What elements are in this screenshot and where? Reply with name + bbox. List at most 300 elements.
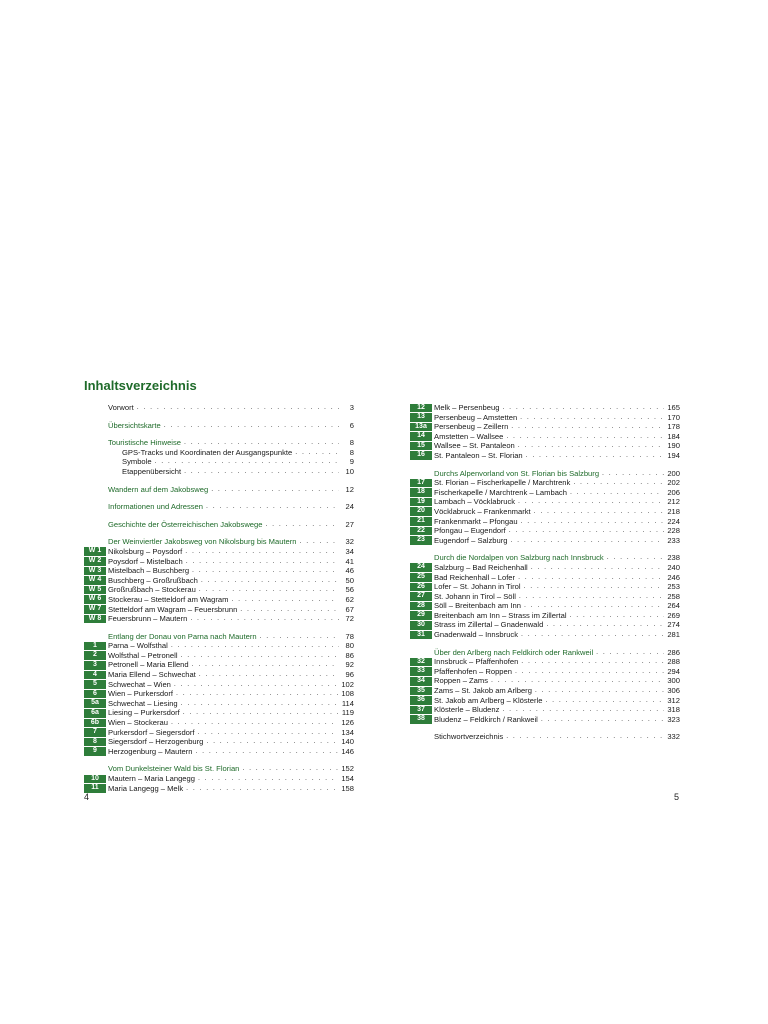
toc-entry-label: Strass im Zillertal – Gnadenwald bbox=[434, 620, 544, 630]
toc-page-number: 152 bbox=[341, 764, 354, 774]
toc-page-number: 119 bbox=[341, 708, 354, 718]
toc-entry-label: Vom Dunkelsteiner Wald bis St. Florian bbox=[108, 764, 240, 774]
toc-entry-label: Pfongau – Eugendorf bbox=[434, 526, 506, 536]
toc-entry[interactable] bbox=[410, 657, 680, 667]
stage-number-badge: 35 bbox=[410, 687, 432, 696]
dot-leader bbox=[570, 611, 665, 621]
toc-entry-label: Geschichte der Österreichischen Jakobswege bbox=[108, 519, 263, 529]
toc-page-number: 312 bbox=[667, 695, 680, 705]
toc-entry[interactable] bbox=[410, 630, 680, 640]
toc-page-number: 218 bbox=[667, 506, 680, 516]
dot-leader bbox=[201, 576, 339, 586]
toc-entry-label: Der Weinviertler Jakobsweg von Nikolsburg bis Mautern bbox=[108, 537, 297, 547]
toc-entry[interactable] bbox=[84, 403, 354, 413]
toc-entry-label: Klösterle – Bludenz bbox=[434, 705, 500, 715]
toc-section-heading[interactable] bbox=[84, 632, 354, 642]
stage-number-badge: 38 bbox=[410, 715, 432, 724]
stage-number-badge: 25 bbox=[410, 573, 432, 582]
toc-page-number: 96 bbox=[345, 670, 354, 680]
toc-entry[interactable] bbox=[84, 641, 354, 651]
toc-entry[interactable] bbox=[410, 582, 680, 592]
stage-number-badge bbox=[84, 538, 106, 547]
toc-page-number: 72 bbox=[345, 614, 354, 624]
toc-entry-label: Durchs Alpenvorland von St. Florian bis Salzburg bbox=[434, 468, 600, 478]
dot-leader bbox=[506, 732, 664, 742]
toc-right-column bbox=[410, 403, 680, 742]
dot-leader bbox=[199, 670, 339, 680]
toc-entry-label: Lambach – Vöcklabruck bbox=[434, 497, 516, 507]
toc-entry[interactable] bbox=[84, 670, 354, 680]
toc-page-number: 92 bbox=[345, 660, 354, 670]
toc-section-heading[interactable] bbox=[84, 502, 354, 512]
stage-number-badge: 33 bbox=[410, 667, 432, 676]
dot-leader bbox=[510, 536, 664, 546]
dot-leader bbox=[164, 421, 339, 431]
page-title: Inhaltsverzeichnis bbox=[84, 378, 197, 393]
toc-entry-label: Poysdorf – Mistelbach bbox=[108, 556, 183, 566]
toc-entry[interactable] bbox=[410, 497, 680, 507]
stage-number-badge: 19 bbox=[410, 498, 432, 507]
toc-entry[interactable] bbox=[410, 611, 680, 621]
toc-entry-label: Pfaffenhofen – Roppen bbox=[434, 666, 512, 676]
dot-leader bbox=[491, 676, 664, 686]
stage-number-badge: W 5 bbox=[84, 586, 106, 595]
toc-page-number: 114 bbox=[341, 698, 354, 708]
stage-number-badge: 24 bbox=[410, 563, 432, 572]
toc-entry-label: Übersichtskarte bbox=[108, 420, 161, 430]
stage-number-badge: 4 bbox=[84, 671, 106, 680]
toc-entry-label: Parna – Wolfsthal bbox=[108, 641, 168, 651]
toc-entry-label: Wien – Purkersdorf bbox=[108, 689, 173, 699]
stage-number-badge bbox=[84, 485, 106, 494]
toc-entry-label: Siegersdorf – Herzogenburg bbox=[108, 737, 204, 747]
dot-leader bbox=[211, 485, 339, 495]
toc-page-number: 178 bbox=[667, 422, 680, 432]
dot-leader bbox=[534, 507, 665, 517]
toc-entry[interactable] bbox=[410, 403, 680, 413]
toc-page-number: 184 bbox=[667, 431, 680, 441]
dot-leader bbox=[295, 448, 339, 458]
stage-number-badge: 29 bbox=[410, 611, 432, 620]
toc-page-number: 264 bbox=[667, 601, 680, 611]
toc-entry-label: Stichwortverzeichnis bbox=[434, 732, 504, 742]
dot-leader bbox=[184, 438, 339, 448]
toc-entry-label: GPS-Tracks und Koordinaten der Ausgangspunkte bbox=[122, 447, 293, 457]
toc-spacer bbox=[410, 640, 680, 648]
toc-entry-label: Feuersbrunn – Mautern bbox=[108, 614, 188, 624]
stage-number-badge: 13a bbox=[410, 423, 432, 432]
stage-number-badge: W 7 bbox=[84, 605, 106, 614]
toc-page-number: 286 bbox=[667, 647, 680, 657]
stage-number-badge bbox=[410, 733, 432, 742]
toc-entry-label: Melk – Persenbeug bbox=[434, 403, 500, 412]
stage-number-badge: W 6 bbox=[84, 595, 106, 604]
toc-spacer bbox=[410, 545, 680, 553]
toc-entry-label: Symbole bbox=[122, 457, 152, 467]
toc-page-number: 34 bbox=[345, 546, 354, 556]
toc-page-number: 274 bbox=[667, 620, 680, 630]
toc-page-number: 253 bbox=[667, 582, 680, 592]
stage-number-badge: 11 bbox=[84, 784, 106, 793]
toc-page-number: 233 bbox=[667, 535, 680, 545]
toc-page-number: 6 bbox=[349, 420, 354, 430]
toc-page-number: 8 bbox=[349, 438, 354, 448]
toc-page-number: 190 bbox=[667, 441, 680, 451]
dot-leader bbox=[186, 784, 338, 794]
stage-number-badge bbox=[410, 554, 432, 563]
toc-entry-label: Bad Reichenhall – Lofer bbox=[434, 572, 516, 582]
toc-entry-label: Fischerkapelle / Marchtrenk – Lambach bbox=[434, 487, 567, 497]
dot-leader bbox=[573, 478, 664, 488]
dot-leader bbox=[192, 566, 339, 576]
stage-number-badge bbox=[410, 648, 432, 657]
toc-page-number: 86 bbox=[345, 650, 354, 660]
toc-entry-label: Persenbeug – Amstetten bbox=[434, 412, 518, 422]
toc-entry-label: Innsbruck – Pfaffenhofen bbox=[434, 657, 519, 667]
page-number-left: 4 bbox=[84, 792, 90, 802]
stage-number-badge: 21 bbox=[410, 517, 432, 526]
toc-page-number: 46 bbox=[345, 566, 354, 576]
toc-page-number: 41 bbox=[345, 556, 354, 566]
toc-entry[interactable] bbox=[84, 614, 354, 624]
stage-number-badge: 14 bbox=[410, 432, 432, 441]
toc-entry-label: Stetteldorf am Wagram – Feuersbrunn bbox=[108, 604, 238, 614]
stage-number-badge: 32 bbox=[410, 658, 432, 667]
dot-leader bbox=[231, 595, 339, 605]
toc-entry[interactable] bbox=[84, 774, 354, 784]
dot-leader bbox=[518, 497, 664, 507]
toc-page-number: 170 bbox=[667, 412, 680, 422]
stage-number-badge: 30 bbox=[410, 621, 432, 630]
stage-number-badge: W 8 bbox=[84, 615, 106, 624]
toc-entry[interactable] bbox=[84, 728, 354, 738]
stage-number-badge bbox=[84, 404, 106, 413]
toc-page-number: 269 bbox=[667, 610, 680, 620]
stage-number-badge: W 4 bbox=[84, 576, 106, 585]
toc-spacer bbox=[84, 430, 354, 438]
toc-page-number: 27 bbox=[345, 519, 354, 529]
toc-entry[interactable] bbox=[410, 536, 680, 546]
stage-number-badge: 27 bbox=[410, 592, 432, 601]
toc-entry[interactable] bbox=[410, 526, 680, 536]
toc-entry[interactable] bbox=[410, 705, 680, 715]
toc-entry-label: Herzogenburg – Mautern bbox=[108, 746, 193, 756]
toc-entry[interactable] bbox=[84, 680, 354, 690]
toc-section-heading[interactable] bbox=[410, 648, 680, 658]
toc-entry-label: Lofer – St. Johann in Tirol bbox=[434, 582, 521, 592]
toc-entry[interactable] bbox=[84, 660, 354, 670]
dot-leader bbox=[199, 585, 339, 595]
toc-entry[interactable] bbox=[84, 448, 354, 458]
dot-leader bbox=[526, 451, 665, 461]
toc-spacer bbox=[84, 529, 354, 537]
stage-number-badge: 16 bbox=[410, 451, 432, 460]
stage-number-badge: 2 bbox=[84, 651, 106, 660]
toc-entry[interactable] bbox=[84, 689, 354, 699]
dot-leader bbox=[521, 657, 664, 667]
toc-page-number: 108 bbox=[341, 689, 354, 699]
dot-leader bbox=[607, 553, 665, 563]
dot-leader bbox=[171, 641, 339, 651]
toc-spacer bbox=[410, 461, 680, 469]
toc-entry-label: Breitenbach am Inn – Strass im Zillertal bbox=[434, 610, 567, 620]
toc-spacer bbox=[84, 624, 354, 632]
stage-number-badge: 6 bbox=[84, 690, 106, 699]
toc-entry-label: Schwechat – Liesing bbox=[108, 698, 178, 708]
toc-entry[interactable] bbox=[410, 601, 680, 611]
toc-page-number: 202 bbox=[667, 478, 680, 488]
toc-entry[interactable] bbox=[410, 478, 680, 488]
toc-entry-label: Purkersdorf – Siegersdorf bbox=[108, 727, 195, 737]
stage-number-badge: 6a bbox=[84, 709, 106, 718]
dot-leader bbox=[511, 422, 664, 432]
dot-leader bbox=[506, 432, 664, 442]
toc-section-heading[interactable] bbox=[84, 485, 354, 495]
stage-number-badge: 34 bbox=[410, 677, 432, 686]
stage-number-badge: 18 bbox=[410, 488, 432, 497]
toc-entry[interactable] bbox=[410, 517, 680, 527]
toc-section-heading[interactable] bbox=[84, 520, 354, 530]
toc-entry-label: Petronell – Maria Ellend bbox=[108, 660, 189, 670]
toc-page-number: 165 bbox=[667, 403, 680, 412]
stage-number-badge: 17 bbox=[410, 479, 432, 488]
toc-page-number: 323 bbox=[667, 714, 680, 724]
toc-entry[interactable] bbox=[410, 667, 680, 677]
toc-entry[interactable] bbox=[410, 507, 680, 517]
stage-number-badge: W 2 bbox=[84, 557, 106, 566]
toc-entry[interactable] bbox=[84, 467, 354, 477]
dot-leader bbox=[181, 699, 339, 709]
dot-leader bbox=[521, 517, 665, 527]
dot-leader bbox=[137, 403, 339, 413]
stage-number-badge: 1 bbox=[84, 642, 106, 651]
stage-number-badge: 3 bbox=[84, 661, 106, 670]
stage-number-badge: 6b bbox=[84, 719, 106, 728]
toc-entry-label: Salzburg – Bad Reichenhall bbox=[434, 562, 528, 572]
toc-page-number: 50 bbox=[345, 575, 354, 585]
dot-leader bbox=[185, 547, 339, 557]
dot-leader bbox=[265, 520, 339, 530]
toc-spacer bbox=[84, 413, 354, 421]
dot-leader bbox=[171, 718, 338, 728]
toc-entry-label: Stockerau – Stetteldorf am Wagram bbox=[108, 594, 229, 604]
toc-entry-label: Wandern auf dem Jakobsweg bbox=[108, 484, 209, 494]
stage-number-badge bbox=[84, 467, 106, 476]
toc-page-number: 24 bbox=[345, 502, 354, 512]
toc-entry[interactable] bbox=[410, 573, 680, 583]
toc-entry[interactable] bbox=[410, 488, 680, 498]
toc-entry-label: Wolfsthal – Petronell bbox=[108, 650, 178, 660]
toc-entry[interactable] bbox=[84, 547, 354, 557]
stage-number-badge: 36 bbox=[410, 696, 432, 705]
dot-leader bbox=[206, 737, 338, 747]
toc-entry[interactable] bbox=[410, 563, 680, 573]
toc-entry-label: Schwechat – Wien bbox=[108, 679, 171, 689]
toc-page-number: 332 bbox=[667, 732, 680, 742]
toc-page-number: 3 bbox=[349, 403, 354, 412]
dot-leader bbox=[502, 705, 664, 715]
dot-leader bbox=[155, 457, 339, 467]
dot-leader bbox=[502, 403, 664, 413]
toc-entry[interactable] bbox=[410, 676, 680, 686]
dot-leader bbox=[570, 488, 664, 498]
toc-entry[interactable] bbox=[84, 585, 354, 595]
toc-page-number: 62 bbox=[345, 594, 354, 604]
toc-entry[interactable] bbox=[84, 457, 354, 467]
toc-page-number: 12 bbox=[345, 484, 354, 494]
stage-number-badge: W 3 bbox=[84, 567, 106, 576]
toc-page-number: 9 bbox=[349, 457, 354, 467]
toc-spacer bbox=[410, 724, 680, 732]
toc-entry[interactable] bbox=[84, 718, 354, 728]
toc-entry[interactable] bbox=[410, 441, 680, 451]
toc-page-number: 206 bbox=[667, 487, 680, 497]
toc-entry[interactable] bbox=[84, 557, 354, 567]
dot-leader bbox=[546, 620, 664, 630]
toc-left-column bbox=[84, 403, 354, 793]
stage-number-badge bbox=[84, 421, 106, 430]
dot-leader bbox=[535, 686, 664, 696]
dot-leader bbox=[518, 573, 664, 583]
toc-page-number: 294 bbox=[667, 666, 680, 676]
dot-leader bbox=[195, 747, 338, 757]
toc-entry-label: Frankenmarkt – Pfongau bbox=[434, 516, 518, 526]
stage-number-badge bbox=[84, 632, 106, 641]
toc-page-number: 80 bbox=[345, 641, 354, 651]
toc-entry[interactable] bbox=[84, 784, 354, 794]
toc-entry[interactable] bbox=[84, 747, 354, 757]
toc-entry[interactable] bbox=[84, 651, 354, 661]
toc-page-number: 8 bbox=[349, 447, 354, 457]
toc-entry[interactable] bbox=[410, 620, 680, 630]
toc-entry-label: Touristische Hinweise bbox=[108, 438, 182, 448]
toc-entry[interactable] bbox=[410, 413, 680, 423]
toc-page-number: 194 bbox=[667, 450, 680, 460]
toc-entry[interactable] bbox=[410, 592, 680, 602]
toc-page-number: 56 bbox=[345, 585, 354, 595]
stage-number-badge bbox=[84, 765, 106, 774]
toc-entry[interactable] bbox=[410, 422, 680, 432]
dot-leader bbox=[515, 667, 664, 677]
toc-page-number: 281 bbox=[667, 630, 680, 640]
toc-entry-label: Gnadenwald – Innsbruck bbox=[434, 630, 519, 640]
dot-leader bbox=[198, 774, 338, 784]
toc-spacer bbox=[84, 494, 354, 502]
dot-leader bbox=[521, 630, 664, 640]
toc-section-heading[interactable] bbox=[84, 438, 354, 448]
toc-entry[interactable] bbox=[84, 576, 354, 586]
toc-entry-label: Wien – Stockerau bbox=[108, 718, 168, 728]
dot-leader bbox=[240, 605, 339, 615]
toc-section-heading[interactable] bbox=[84, 537, 354, 547]
toc-page-number: 306 bbox=[667, 686, 680, 696]
dot-leader bbox=[176, 689, 338, 699]
dot-leader bbox=[198, 728, 339, 738]
toc-entry-label: Söll – Breitenbach am Inn bbox=[434, 601, 521, 611]
toc-entry-label: Maria Langegg – Melk bbox=[108, 783, 184, 793]
toc-section-heading[interactable] bbox=[410, 553, 680, 563]
toc-page-number: 102 bbox=[341, 679, 354, 689]
stage-number-badge bbox=[84, 458, 106, 467]
toc-page-number: 67 bbox=[345, 604, 354, 614]
toc-entry[interactable] bbox=[410, 432, 680, 442]
toc-entry-label: Mistelbach – Buschberg bbox=[108, 566, 190, 576]
toc-spacer bbox=[84, 477, 354, 485]
toc-entry[interactable] bbox=[410, 451, 680, 461]
toc-spacer bbox=[84, 512, 354, 520]
stage-number-badge: 26 bbox=[410, 583, 432, 592]
dot-leader bbox=[541, 715, 664, 725]
dot-leader bbox=[545, 696, 664, 706]
toc-entry[interactable] bbox=[84, 708, 354, 718]
toc-entry[interactable] bbox=[410, 686, 680, 696]
toc-entry-label: St. Johann in Tirol – Söll bbox=[434, 591, 516, 601]
dot-leader bbox=[518, 441, 665, 451]
dot-leader bbox=[260, 632, 339, 642]
dot-leader bbox=[596, 648, 664, 658]
toc-page-number: 126 bbox=[341, 718, 354, 728]
toc-entry[interactable] bbox=[84, 699, 354, 709]
stage-number-badge: 7 bbox=[84, 728, 106, 737]
stage-number-badge bbox=[410, 469, 432, 478]
toc-entry[interactable] bbox=[84, 595, 354, 605]
toc-entry-label: Buschberg – Großrußbach bbox=[108, 575, 198, 585]
dot-leader bbox=[602, 469, 664, 479]
toc-section-heading[interactable] bbox=[84, 421, 354, 431]
stage-number-badge: 12 bbox=[410, 404, 432, 413]
toc-entry[interactable] bbox=[84, 737, 354, 747]
toc-entry[interactable] bbox=[410, 715, 680, 725]
toc-entry[interactable] bbox=[84, 566, 354, 576]
stage-number-badge: 5a bbox=[84, 699, 106, 708]
toc-entry-label: Zams – St. Jakob am Arlberg bbox=[434, 686, 532, 696]
toc-page-number: 228 bbox=[667, 526, 680, 536]
stage-number-badge: 10 bbox=[84, 775, 106, 784]
toc-page-number: 300 bbox=[667, 676, 680, 686]
stage-number-badge: W 1 bbox=[84, 547, 106, 556]
dot-leader bbox=[192, 660, 339, 670]
stage-number-badge: 23 bbox=[410, 536, 432, 545]
toc-page-number: 246 bbox=[667, 572, 680, 582]
toc-entry[interactable] bbox=[84, 605, 354, 615]
stage-number-badge bbox=[84, 448, 106, 457]
toc-page-number: 288 bbox=[667, 657, 680, 667]
toc-section-heading[interactable] bbox=[84, 764, 354, 774]
toc-entry[interactable] bbox=[410, 696, 680, 706]
toc-entry[interactable] bbox=[410, 732, 680, 742]
dot-leader bbox=[184, 467, 339, 477]
dot-leader bbox=[190, 614, 339, 624]
toc-entry-label: Wallsee – St. Pantaleon bbox=[434, 441, 515, 451]
dot-leader bbox=[524, 582, 665, 592]
toc-entry-label: Vöcklabruck – Frankenmarkt bbox=[434, 506, 531, 516]
toc-entry-label: Liesing – Purkersdorf bbox=[108, 708, 180, 718]
stage-number-badge: 20 bbox=[410, 507, 432, 516]
toc-section-heading[interactable] bbox=[410, 469, 680, 479]
toc-spacer bbox=[84, 756, 354, 764]
toc-entry-label: Mautern – Maria Langegg bbox=[108, 774, 195, 783]
toc-page-number: 224 bbox=[667, 516, 680, 526]
dot-leader bbox=[531, 563, 665, 573]
toc-page-number: 140 bbox=[341, 737, 354, 747]
stage-number-badge: 22 bbox=[410, 527, 432, 536]
dot-leader bbox=[206, 502, 339, 512]
toc-page-number: 238 bbox=[667, 553, 680, 563]
toc-page-number: 32 bbox=[345, 537, 354, 547]
stage-number-badge: 31 bbox=[410, 631, 432, 640]
toc-page-number: 78 bbox=[345, 631, 354, 641]
toc-entry-label: Bludenz – Feldkirch / Rankweil bbox=[434, 714, 538, 724]
